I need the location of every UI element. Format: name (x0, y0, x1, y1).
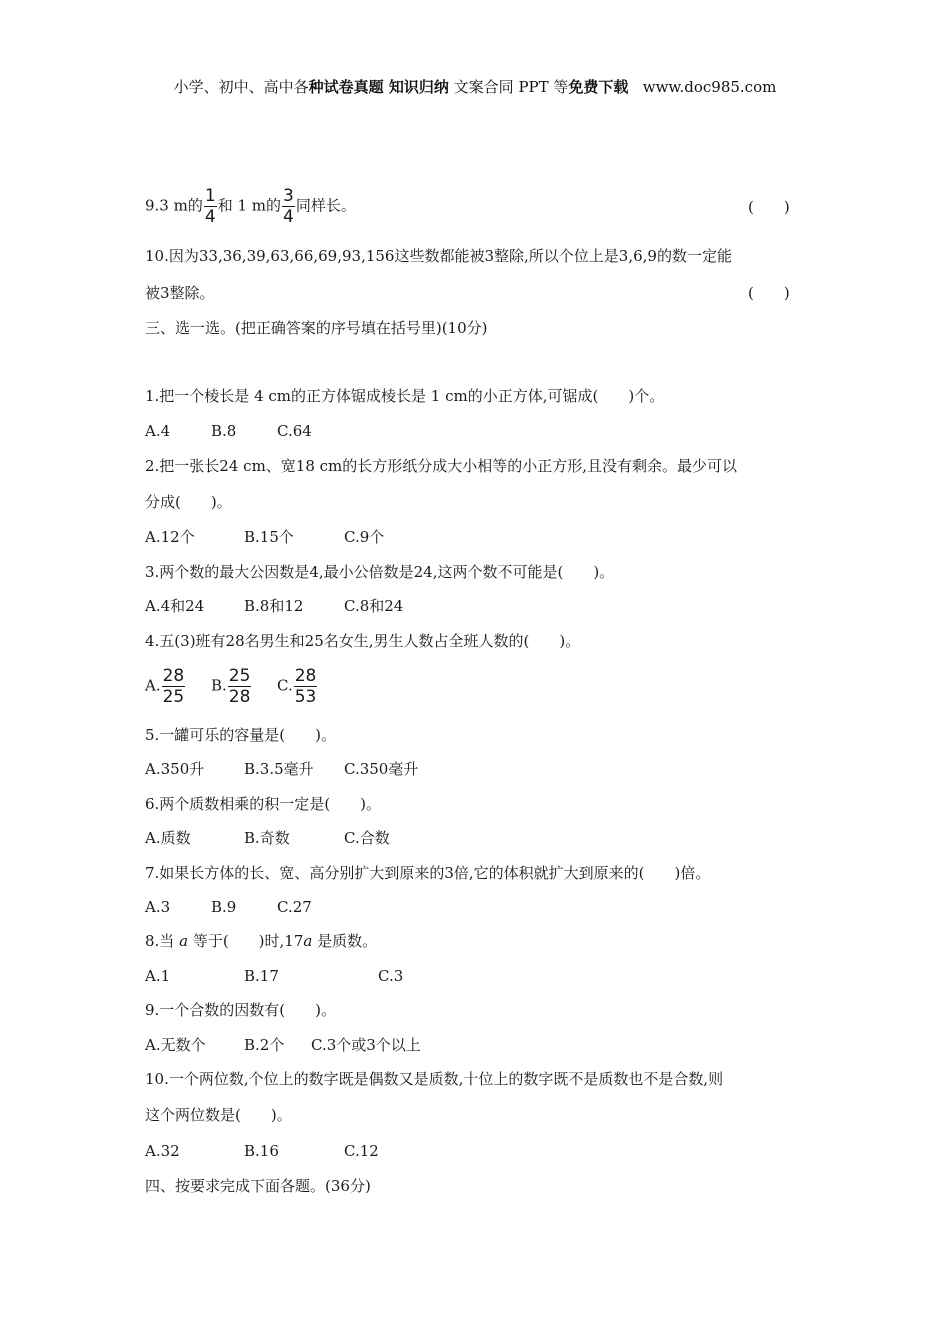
judge-q9-text-c: 同样长。 (295, 196, 356, 215)
judge-q10-line2: 被3整除。 (145, 284, 215, 302)
s3-q1-option-c: C.64 (277, 422, 312, 440)
s3-q1: 1.把一个棱长是 4 cm的正方体锯成棱长是 1 cm的小正方体,可锯成( )个。 (145, 387, 665, 405)
s3-q7-option-b: B.9 (211, 898, 237, 916)
judge-q10-line1: 10.因为33,36,39,63,66,69,93,156这些数都能被3整除,所以个位上是3,6,9的数一定能 (145, 247, 732, 265)
s3-q8 (145, 931, 377, 951)
fraction-numerator: 3 (283, 186, 294, 206)
fraction-option-c (294, 666, 318, 707)
s3-q7: 7.如果长方体的长、宽、高分别扩大到原来的3倍,它的体积就扩大到原来的( )倍。 (145, 864, 711, 882)
s3-q6: 6.两个质数相乘的积一定是( )。 (145, 795, 382, 813)
fraction-numerator: 28 (162, 666, 185, 686)
s3-q5: 5.一罐可乐的容量是( )。 (145, 726, 337, 744)
s3-q5-option-b: B.3.5毫升 (244, 760, 314, 778)
fraction-option-a (162, 666, 186, 707)
option-label: A. (145, 676, 161, 695)
s3-q10-line1: 10.一个两位数,个位上的数字既是偶数又是质数,十位上的数字既不是质数也不是合数,则 (145, 1070, 724, 1088)
s3-q2-option-b: B.15个 (244, 528, 294, 546)
fraction-three-quarters (282, 186, 295, 227)
answer-paren: ( ) (748, 198, 790, 216)
s3-q2-option-c: C.9个 (344, 528, 385, 546)
s3-q4-option-a (145, 666, 186, 707)
s3-q3: 3.两个数的最大公因数是4,最小公倍数是24,这两个数不可能是( )。 (145, 563, 615, 581)
s3-q6-option-a: A.质数 (145, 829, 191, 847)
s3-q2-line2: 分成( )。 (145, 493, 232, 511)
s3-q3-option-b: B.8和12 (244, 597, 304, 615)
s3-q4-option-b (211, 666, 252, 707)
fraction-numerator: 1 (204, 186, 216, 206)
s3-q4-option-c (277, 666, 318, 707)
s3-q1-option-b: B.8 (211, 422, 237, 440)
s3-q8-option-a: A.1 (145, 967, 171, 985)
s3-q8-pre: 8.当 (145, 932, 180, 950)
s3-q5-option-a: A.350升 (145, 760, 205, 778)
s3-q5-option-c: C.350毫升 (344, 760, 419, 778)
judge-q9 (145, 186, 356, 227)
page-header (0, 76, 950, 97)
s3-q10-option-a: A.32 (145, 1142, 180, 1160)
s3-q10-option-c: C.12 (344, 1142, 379, 1160)
s3-q10-option-b: B.16 (244, 1142, 279, 1160)
header-text-4: 免费下载 (568, 78, 629, 96)
judge-q9-text-b: 和 1 m的 (217, 196, 281, 215)
option-label: C. (277, 676, 293, 695)
variable-a: a (179, 932, 189, 950)
answer-paren: ( ) (748, 284, 790, 302)
header-text-2: 种试卷真题 知识归纳 (308, 78, 449, 96)
s3-q9: 9.一个合数的因数有( )。 (145, 1001, 337, 1019)
s3-q8-option-b: B.17 (244, 967, 279, 985)
fraction-numerator: 28 (294, 666, 317, 686)
s3-q4: 4.五(3)班有28名男生和25名女生,男生人数占全班人数的( )。 (145, 632, 581, 650)
s3-q7-option-c: C.27 (277, 898, 312, 916)
option-label: B. (211, 676, 227, 695)
s3-q6-option-c: C.合数 (344, 829, 390, 847)
fraction-denominator: 25 (162, 687, 185, 707)
fraction-denominator: 53 (294, 687, 317, 707)
fraction-denominator: 4 (204, 207, 216, 227)
s3-q10-line2: 这个两位数是( )。 (145, 1106, 292, 1124)
judge-q9-text-a: 9.3 m的 (145, 196, 203, 215)
fraction-one-quarter (204, 186, 217, 227)
s3-q1-option-a: A.4 (145, 422, 171, 440)
header-text-3: 文案合同 PPT 等 (448, 78, 569, 96)
s3-q9-option-a: A.无数个 (145, 1036, 206, 1054)
fraction-denominator: 4 (283, 207, 294, 227)
variable-a: a (303, 932, 313, 950)
s3-q3-option-a: A.4和24 (145, 597, 205, 615)
s3-q6-option-b: B.奇数 (244, 829, 290, 847)
s3-q2-option-a: A.12个 (145, 528, 195, 546)
fraction-option-b (228, 666, 252, 707)
section3-title: 三、选一选。(把正确答案的序号填在括号里)(10分) (145, 319, 488, 337)
fraction-denominator: 28 (228, 687, 251, 707)
s3-q9-option-c: C.3个或3个以上 (311, 1036, 421, 1054)
fraction-numerator: 25 (228, 666, 251, 686)
s3-q7-option-a: A.3 (145, 898, 171, 916)
header-site: www.doc985.com (642, 78, 777, 96)
s3-q3-option-c: C.8和24 (344, 597, 404, 615)
s3-q8-option-c: C.3 (378, 967, 404, 985)
s3-q2-line1: 2.把一张长24 cm、宽18 cm的长方形纸分成大小相等的小正方形,且没有剩余。最少可以 (145, 457, 738, 475)
section4-title: 四、按要求完成下面各题。(36分) (145, 1177, 371, 1195)
s3-q9-option-b: B.2个 (244, 1036, 285, 1054)
header-text-1: 小学、初中、高中各 (173, 78, 309, 96)
s3-q8-mid: 等于( )时,17 (188, 932, 304, 950)
s3-q8-post: 是质数。 (312, 932, 378, 950)
